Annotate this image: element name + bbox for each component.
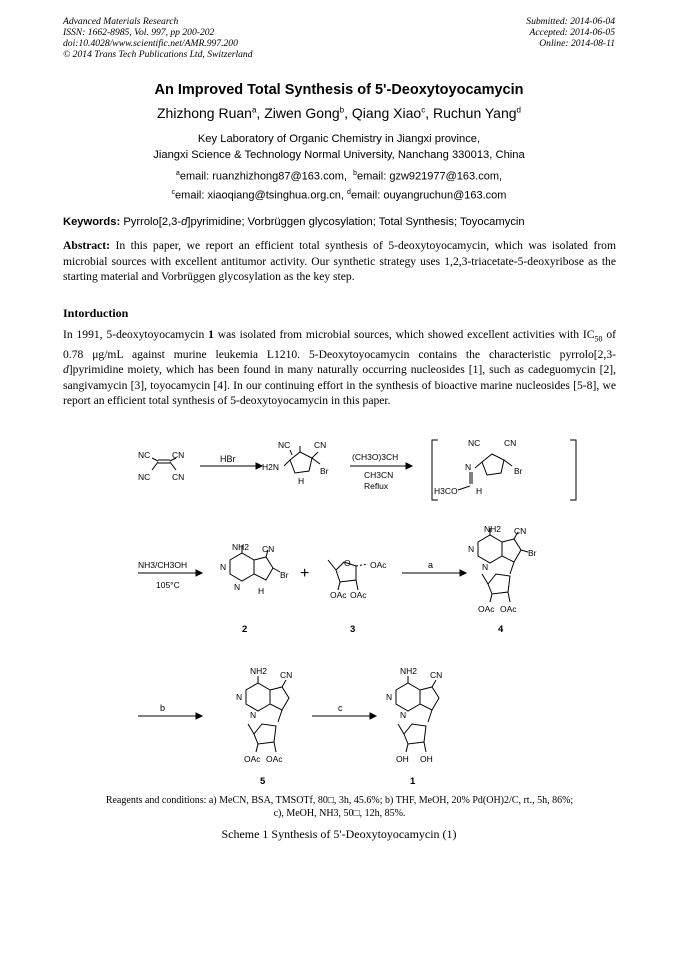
h-label: H (476, 486, 483, 496)
header-left (63, 16, 253, 60)
cn-label: CN (172, 472, 185, 482)
keywords-text: ]pyrimidine; Vorbrüggen glycosylation; Total Synthesis; Toyocamycin (187, 216, 525, 228)
reagent-temp: 105°C (156, 580, 180, 590)
author-mark: d (516, 105, 521, 115)
intro-text: In 1991, 5-deoxytoyocamycin (63, 328, 209, 341)
author-mark: b (339, 105, 345, 115)
reagent-orthoformate: (CH3O)3CH (352, 452, 399, 462)
nh2-label: NH2 (250, 666, 268, 676)
nh2-label: NH2 (484, 524, 502, 534)
scheme-caption: Scheme 1 Synthesis of 5'-Deoxytoyocamycin (1) (221, 827, 457, 841)
compound-label-3: 3 (350, 624, 356, 635)
cn-label: CN (314, 440, 327, 450)
arrowhead (460, 570, 466, 576)
arrowhead (370, 713, 376, 719)
email-mark: b (353, 170, 357, 177)
n-label: N (220, 562, 227, 572)
n-label: N (250, 710, 257, 720)
author-name: Ziwen Gong (264, 105, 340, 121)
online-date: Online: 2014-08-11 (539, 38, 615, 49)
issn: ISSN: 1662-8985, Vol. 997, pp 200-202 (63, 27, 215, 38)
email-b[interactable]: email: gzw921977@163.com, (356, 170, 503, 183)
compound-label-2: 2 (242, 624, 248, 635)
keywords (63, 216, 616, 228)
compound-label-5: 5 (260, 776, 266, 787)
abstract-text: In this paper, we report an efficient total synthesis of 5-deoxytoyocamycin, which was isolated from microbial sources with excellent antitumor activity. Our synthetic strategy uses 1,2,3-triacetate-5-deoxyribose as the starting material and Vorbrüggen glycosylation as the key step. (63, 239, 617, 283)
author-mark: a (251, 105, 257, 115)
keywords-text: Pyrrolo[2,3- (123, 216, 182, 228)
oh-label: OH (420, 754, 433, 764)
n-label: N (400, 710, 407, 720)
o-label: O (344, 558, 351, 568)
author-name: Qiang Xiao (351, 105, 422, 121)
email-d[interactable]: email: ouyangruchun@163.com (350, 189, 507, 202)
reagent-hbr: HBr (220, 454, 236, 464)
oh-label: OH (396, 754, 409, 764)
imidate-intermediate (458, 454, 512, 490)
nh2-label: NH2 (400, 666, 418, 676)
oac-label: OAc (370, 560, 387, 570)
oac-label: OAc (266, 754, 283, 764)
section-heading: Intorduction (63, 306, 129, 320)
email-mark: d (347, 188, 351, 196)
author-list: Zhizhong Ruan$^a$, Ziwen Gong$^b$, Qiang Xiao$^c$, Ruchun Yang$^d$ (157, 105, 521, 121)
compound-label-4: 4 (498, 624, 504, 635)
nh-label: H (298, 476, 305, 486)
abstract (63, 238, 616, 285)
compound-label-1: 1 (410, 776, 416, 787)
cn-label: CN (514, 526, 527, 536)
oac-label: OAc (350, 590, 367, 600)
oac-label: OAc (244, 754, 261, 764)
author-mark: c (421, 105, 426, 115)
n-label: N (236, 692, 243, 702)
intro-text: was isolated from microbial sources, which showed excellent activities with IC (213, 328, 595, 341)
nc-label: NC (138, 472, 151, 482)
abstract-label: Abstract: (63, 239, 111, 252)
accepted-date: Accepted: 2014-06-05 (529, 27, 615, 38)
intro-subscript: 50 (594, 334, 603, 344)
step-c-label: c (338, 703, 343, 713)
oac-label: OAc (478, 604, 495, 614)
n-label: N (234, 582, 241, 592)
n-label: N (468, 544, 475, 554)
reagent-reflux: Reflux (364, 481, 389, 491)
n-label: N (386, 692, 393, 702)
nh-label: H (258, 586, 265, 596)
arrowhead (196, 713, 202, 719)
intro-text: ]pyrimidine moiety, which has been found in many naturally occurring nucleosides [1], such as cadeguomycin [2], sangivamycin [3], toyocamycin [4]. In our continuing effort in the synthesis of bioactive marine nucleosides [5-8], we report an efficient total synthesis of 5-deoxytoyocamycin in this paper. (63, 363, 616, 408)
cn-label: CN (504, 438, 517, 448)
arrowhead (196, 570, 202, 576)
cn-label: CN (262, 544, 275, 554)
plus-sign: + (300, 565, 310, 582)
keywords-label: Keywords: (63, 216, 121, 228)
introduction-text (63, 327, 616, 409)
affiliation-line: Key Laboratory of Organic Chemistry in Jiangxi province, (197, 133, 481, 145)
author-name: Zhizhong Ruan (157, 105, 252, 121)
br-label: Br (280, 570, 289, 580)
affiliation (0, 131, 678, 163)
header-right (526, 16, 615, 49)
bracket-right (570, 440, 576, 500)
cn-label: CN (172, 450, 185, 460)
email-mark: a (175, 170, 180, 177)
nc-label: NC (278, 440, 291, 450)
doi: doi:10.4028/www.scientific.net/AMR.997.200 (63, 38, 238, 49)
reaction-scheme (0, 430, 678, 795)
aminopyrrole-ring (284, 446, 320, 473)
reagent-nh3: NH3/CH3OH (138, 560, 188, 570)
step-b-label: b (160, 703, 166, 713)
n-label: N (482, 562, 489, 572)
author-name: Ruchun Yang (432, 105, 517, 121)
oac-label: OAc (500, 604, 517, 614)
arrowhead (406, 463, 412, 469)
copyright: © 2014 Trans Tech Publications Ltd, Switzerland (63, 49, 253, 60)
reagents-line: c), MeOH, NH3, 50□, 12h, 85%. (273, 808, 406, 819)
reagent-solvent: CH3CN (364, 470, 394, 480)
email-a[interactable]: email: ruanzhizhong87@163.com, (179, 170, 347, 183)
email-mark: c (171, 188, 176, 196)
h3co-label: H3CO (434, 486, 458, 496)
intro-text: of 0.78 μg/mL against murine leukemia L1210. 5-Deoxytoyocamycin contains the characteristic pyrrolo[2,3- (63, 328, 616, 361)
n-label: N (465, 462, 472, 472)
intro-italic: d (63, 363, 69, 377)
nh2-label: NH2 (232, 542, 250, 552)
keywords-italic: d (181, 216, 188, 228)
br-label: Br (514, 466, 523, 476)
cn-label: CN (280, 670, 293, 680)
paper-title: An Improved Total Synthesis of 5'-Deoxytoyocamycin (154, 82, 524, 98)
reagents-line: Reagents and conditions: a) MeCN, BSA, TMSOTf, 80□, 3h, 45.6%; b) THF, MeOH, 20% Pd(OH)2/C, rt., 5h, 86%; (105, 795, 574, 806)
journal-name: Advanced Materials Research (63, 16, 179, 27)
h2n-label: H2N (262, 462, 280, 472)
nc-label: NC (138, 450, 151, 460)
br-label: Br (320, 466, 329, 476)
affiliation-line: Jiangxi Science & Technology Normal University, Nanchang 330013, China (153, 149, 525, 161)
email-list (0, 166, 678, 203)
step-a-label: a (428, 560, 434, 570)
submitted-date: Submitted: 2014-06-04 (526, 16, 615, 27)
br-label: Br (528, 548, 537, 558)
oac-label: OAc (330, 590, 347, 600)
compound-ref: 1 (208, 328, 214, 341)
cn-label: CN (430, 670, 443, 680)
reagents-conditions (63, 794, 616, 820)
email-c[interactable]: email: xiaoqiang@tsinghua.org.cn, (175, 189, 344, 202)
nc-label: NC (468, 438, 481, 448)
